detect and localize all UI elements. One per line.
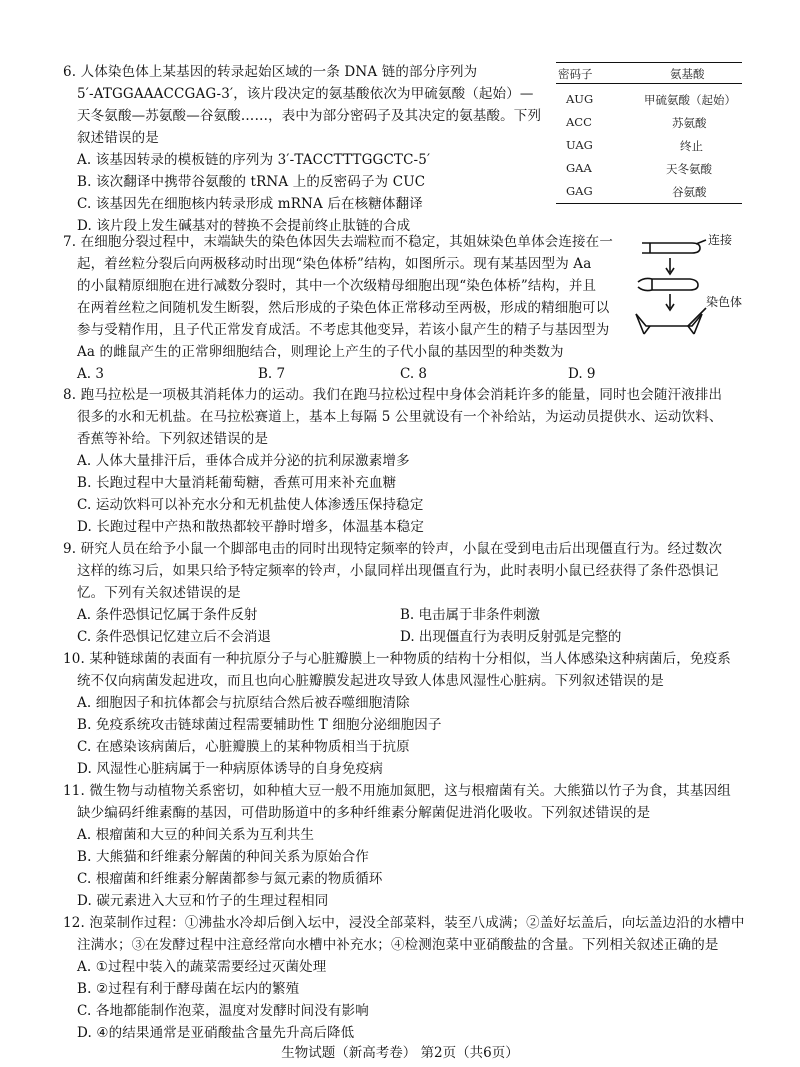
chromosome-pointer-line (688, 308, 706, 326)
q12-stem-line-1: 12. 泡菜制作过程：①沸盐水冷却后倒入坛中，浸没全部菜料，装至八成满；②盖好坛盖后，向坛盖边沿的水槽中 (63, 915, 745, 931)
q9-option-c: C. 条件恐惧记忆建立后不会消退 (77, 629, 271, 645)
q6-option-d: D. 该片段上发生碱基对的替换不会提前终止肽链的合成 (77, 218, 411, 234)
table-amino-1: 甲硫氨酸（起始） (644, 93, 736, 107)
q12-option-a: A. ①过程中装入的蔬菜需要经过灭菌处理 (77, 959, 327, 975)
q7-stem-line-2: 起，着丝粒分裂后向两极移动时出现“染色体桥”结构，如图所示。现有某基因型为 Aa (77, 256, 592, 272)
page-footer: 生物试题（新高考卷） 第2页（共6页） (281, 1045, 519, 1061)
q9-option-a: A. 条件恐惧记忆属于条件反射 (77, 607, 258, 623)
q10-option-a: A. 细胞因子和抗体都会与抗原结合然后被吞噬细胞清除 (77, 695, 410, 711)
q7-option-a: A. 3 (77, 366, 104, 382)
q9-option-d: D. 出现僵直行为表明反射弧是完整的 (400, 629, 622, 645)
q8-option-b: B. 长跑过程中大量消耗葡萄糖，香蕉可用来补充血糖 (77, 475, 397, 491)
table-codon-2: ACC (566, 115, 592, 129)
q11-option-a: A. 根瘤菌和大豆的种间关系为互利共生 (77, 827, 315, 843)
q10-option-b: B. 免疫系统攻击链球菌过程需要辅助性 T 细胞分泌细胞因子 (77, 717, 442, 733)
q10-option-c: C. 在感染该病菌后，心脏瓣膜上的某种物质相当于抗原 (77, 739, 410, 755)
q11-stem-line-1: 11. 微生物与动植物关系密切，如种植大豆一般不用施加氮肥，这与根瘤菌有关。大熊猫以竹子为食，其基因组 (63, 783, 731, 799)
q8-stem-line-3: 香蕉等补给。下列叙述错误的是 (77, 431, 269, 447)
table-top-rule (556, 62, 742, 63)
q7-stem-line-3: 的小鼠精原细胞在进行减数分裂时，其中一个次级精母细胞出现“染色体桥”结构，并且 (77, 278, 597, 294)
q10-stem-line-2: 统不仅向病菌发起进攻，而且也向心脏瓣膜发起进攻导致人体患风湿性心脏病。下列叙述错误的是 (77, 673, 664, 689)
q6-option-a: A. 该基因转录的模板链的序列为 3′-TACCTTTGGCTC-5′ (77, 152, 431, 168)
chromosome-bridge-figure (630, 230, 770, 350)
q6-stem-line-4: 叙述错误的是 (77, 130, 159, 146)
q10-stem-line-1: 10. 某种链球菌的表面有一种抗原分子与心脏瓣膜上一种物质的结构十分相似，当人体感染这种病菌后，免疫系 (63, 651, 731, 667)
bridge-left-pole (636, 314, 644, 334)
q7-stem-line-4: 在两着丝粒之间随机发生断裂，然后形成的子染色体正常移动至两极，形成的精细胞可以 (77, 300, 610, 316)
q6-stem-line-1: 6. 人体染色体上某基因的转录起始区域的一条 DNA 链的部分序列为 (63, 64, 478, 80)
q6-stem-line-3: 天冬氨酸—苏氨酸—谷氨酸……，表中为部分密码子及其决定的氨基酸。下列 (77, 108, 542, 124)
q7-option-c: C. 8 (400, 366, 428, 382)
table-mid-rule (556, 83, 742, 84)
q8-option-d: D. 长跑过程中产热和散热都较平静时增多，体温基本稳定 (77, 519, 424, 535)
q9-option-b: B. 电击属于非条件刺激 (400, 607, 541, 623)
label-connect: 连接 (708, 233, 733, 247)
q8-option-a: A. 人体大量排汗后，垂体合成并分泌的抗利尿激素增多 (77, 453, 410, 469)
table-header-codon: 密码子 (558, 67, 593, 81)
q9-stem-line-3: 忆。下列有关叙述错误的是 (77, 585, 241, 601)
table-bottom-rule (556, 203, 742, 204)
bridge-right-arm (688, 326, 694, 334)
table-codon-3: UAG (566, 138, 593, 152)
q12-option-d: D. ④的结果通常是亚硝酸盐含量先升高后降低 (77, 1025, 355, 1041)
q11-stem-line-2: 缺少编码纤维素酶的基因，可借助肠道中的多种纤维素分解菌促进消化吸收。下列叙述错误的是 (77, 805, 651, 821)
table-amino-2: 苏氨酸 (672, 116, 707, 130)
q7-stem-line-6: Aa 的雌鼠产生的正常卵细胞结合，则理论上产生的子代小鼠的基因型的种类数为 (77, 344, 564, 360)
q6-option-c: C. 该基因先在细胞核内转录形成 mRNA 后在核糖体翻译 (77, 196, 423, 212)
q8-option-c: C. 运动饮料可以补充水分和无机盐使人体渗透压保持稳定 (77, 497, 424, 513)
table-codon-1: AUG (566, 92, 594, 106)
q11-option-b: B. 大熊猫和纤维素分解菌的种间关系为原始合作 (77, 849, 369, 865)
table-codon-5: GAG (566, 184, 593, 198)
q8-stem-line-2: 很多的水和无机盐。在马拉松赛道上，基本上每隔 5 公里就设有一个补给站，为运动员提供水、运动饮料、 (77, 409, 723, 425)
q8-stem-line-1: 8. 跑马拉松是一项极其消耗体力的运动。我们在跑马拉松过程中身体会消耗许多的能量，同时也会随汗液排出 (63, 387, 723, 403)
q7-option-b: B. 7 (258, 366, 286, 382)
bridge-left-arm (644, 326, 650, 334)
table-header-amino-acid: 氨基酸 (670, 67, 705, 81)
table-amino-3: 终止 (680, 139, 703, 153)
q12-option-b: B. ②过程有利于酵母菌在坛内的繁殖 (77, 981, 300, 997)
chromosome-bridge-outer (636, 314, 702, 326)
label-chromosome: 染色体 (706, 295, 743, 309)
q7-stem-line-1: 7. 在细胞分裂过程中，末端缺失的染色体因失去端粒而不稳定，其姐妹染色单体会连接在一 (63, 234, 613, 250)
q12-stem-line-2: 注满水；③在发酵过程中注意经常向水槽中补充水；④检测泡菜中亚硝酸盐的含量。下列相关叙述正确的是 (77, 937, 719, 953)
q9-stem-line-2: 这样的练习后，如果只给予特定频率的铃声，小鼠同样出现僵直行为，此时表明小鼠已经获得了条件恐惧记 (77, 563, 719, 579)
connect-pointer-line (696, 240, 706, 244)
q10-option-d: D. 风湿性心脏病属于一种病原体诱导的自身免疫病 (77, 761, 384, 777)
q7-stem-line-5: 参与受精作用，且子代正常发育成活。不考虑其他变异，若该小鼠产生的精子与基因型为 (77, 322, 610, 338)
q6-option-b: B. 该次翻译中携带谷氨酸的 tRNA 上的反密码子为 CUC (77, 174, 426, 190)
q9-stem-line-1: 9. 研究人员在给予小鼠一个脚部电击的同时出现特定频率的铃声，小鼠在受到电击后出现僵直行为。经过数次 (63, 541, 723, 557)
table-codon-4: GAA (566, 161, 592, 175)
q6-stem-line-2: 5′-ATGGAAACCGAG-3′，该片段决定的氨基酸依次为甲硫氨酸（起始）— (77, 86, 534, 102)
q11-option-d: D. 碳元素进入大豆和竹子的生理过程相同 (77, 893, 329, 909)
q12-option-c: C. 各地都能制作泡菜，温度对发酵时间没有影响 (77, 1003, 369, 1019)
table-amino-4: 天冬氨酸 (666, 162, 712, 176)
q7-option-d: D. 9 (568, 366, 596, 382)
joined-chromatids-middle (638, 278, 698, 290)
table-amino-5: 谷氨酸 (672, 185, 707, 199)
q11-option-c: C. 根瘤菌和纤维素分解菌都参与氮元素的物质循环 (77, 871, 383, 887)
